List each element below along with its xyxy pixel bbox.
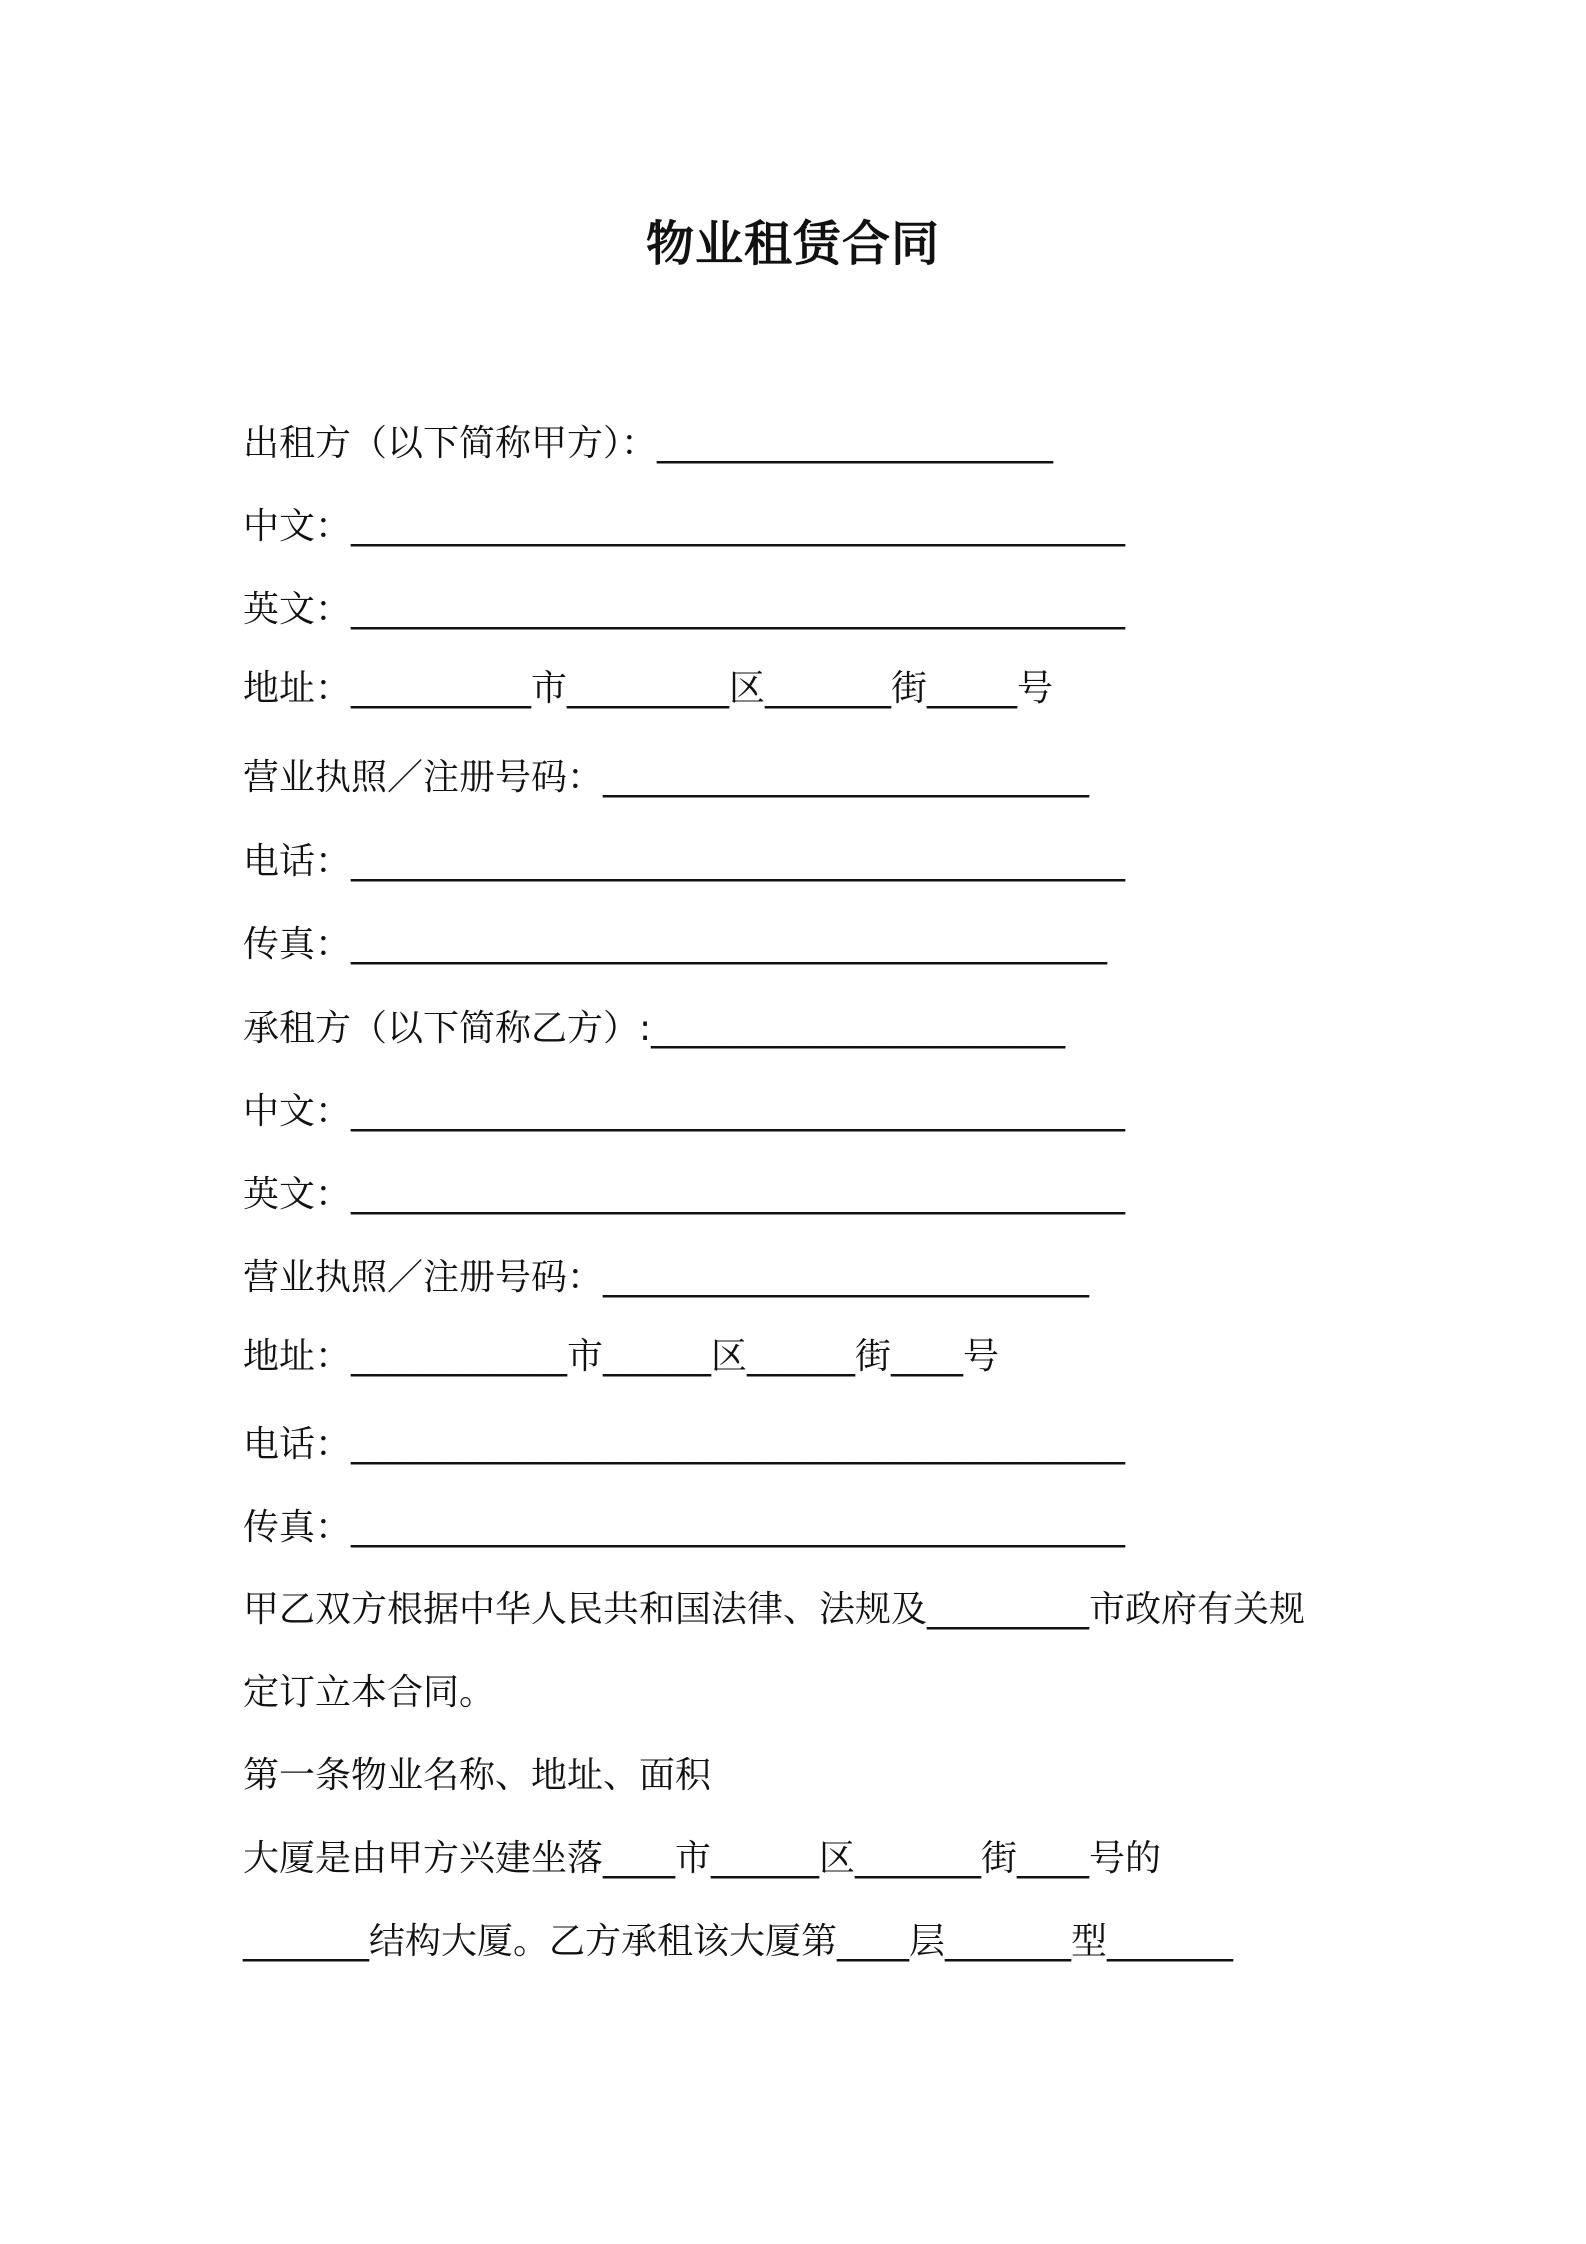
party-a-phone-field: 电话：___________________________________________ — [243, 841, 1126, 882]
intro-paragraph-line-2: 定订立本合同。 — [243, 1672, 496, 1713]
party-a-license-field: 营业执照／注册号码：___________________________ — [243, 757, 1090, 798]
party-a-chinese-name-field: 中文：___________________________________________ — [243, 506, 1126, 547]
article-1-heading: 第一条物业名称、地址、面积 — [243, 1755, 712, 1796]
party-a-english-name-field: 英文：___________________________________________ — [243, 589, 1126, 630]
party-b-phone-field: 电话：___________________________________________ — [243, 1424, 1126, 1465]
party-a-fax-field: 传真：__________________________________________ — [243, 924, 1108, 965]
party-b-heading: 承租方（以下简称乙方）:_______________________ — [243, 1008, 1066, 1049]
party-a-address-field: 地址：__________市_________区_______街_____号 — [243, 668, 1054, 709]
party-b-english-name-field: 英文：___________________________________________ — [243, 1174, 1126, 1215]
article-1-line-1: 大厦是由甲方兴建坐落____市______区_______街____号的 — [243, 1838, 1162, 1879]
party-a-heading: 出租方（以下简称甲方）：______________________ — [243, 423, 1054, 464]
party-b-chinese-name-field: 中文：___________________________________________ — [243, 1091, 1126, 1132]
document-title: 物业租赁合同 — [645, 216, 940, 272]
party-b-fax-field: 传真：___________________________________________ — [243, 1507, 1126, 1548]
party-b-address-field: 地址：____________市______区______街____号 — [243, 1336, 1000, 1377]
party-b-license-field: 营业执照／注册号码：___________________________ — [243, 1257, 1090, 1298]
article-1-line-2: _______结构大厦。乙方承租该大厦第____层_______型_______ — [243, 1921, 1234, 1962]
intro-paragraph-line-1: 甲乙双方根据中华人民共和国法律、法规及_________市政府有关规 — [243, 1589, 1306, 1630]
